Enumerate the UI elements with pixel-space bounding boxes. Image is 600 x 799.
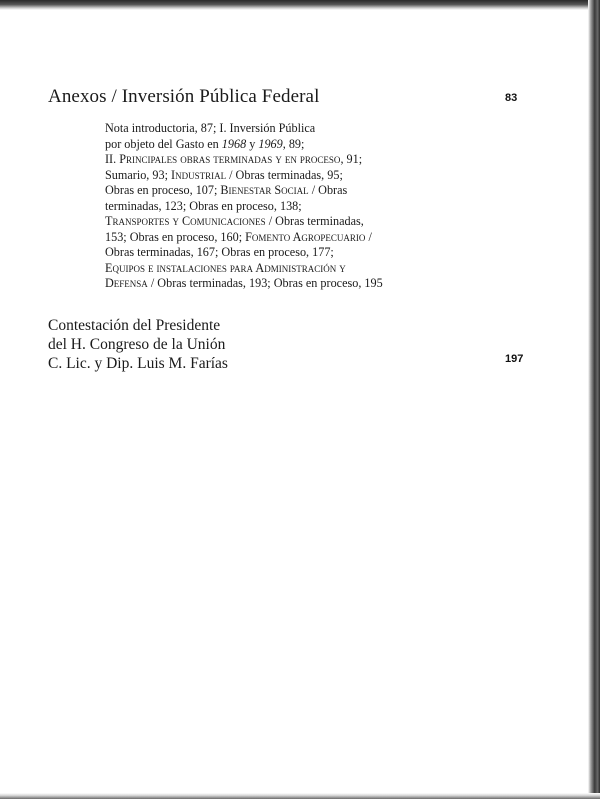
- toc-heading-equipos: Equipos e instalaciones para Administración y: [105, 260, 346, 275]
- section-title-contestacion: [48, 316, 228, 373]
- toc-line: Obras en proceso, 107; Bienestar Social / Obras: [105, 183, 348, 197]
- page-number-anexos: 83: [505, 92, 518, 104]
- toc-line: Obras terminadas, 167; Obras en proceso, 177;: [105, 245, 334, 259]
- toc-heading-bienestar: Bienestar Social: [220, 183, 309, 197]
- title-line: Contestación del Presidente: [48, 317, 221, 334]
- title-line: del H. Congreso de la Unión: [48, 336, 226, 353]
- toc-line: [105, 261, 425, 277]
- title-line: C. Lic. y Dip. Luis M. Farías: [48, 355, 228, 372]
- year-1968: 1968: [221, 136, 247, 151]
- scan-binding-edge: [588, 0, 600, 799]
- toc-line: II. Principales obras terminadas y en proceso, 91;: [105, 152, 363, 166]
- toc-line: Sumario, 93; Industrial / Obras terminadas, 95;: [105, 167, 343, 182]
- toc-line: por objeto del Gasto en 1968 y 1969, 89;: [105, 136, 305, 151]
- toc-heading-defensa: Defensa: [105, 276, 148, 290]
- toc-heading-industrial: Industrial: [171, 167, 227, 182]
- year-1969: 1969: [258, 136, 283, 151]
- toc-heading-principales: Principales obras terminadas y en proceso: [119, 152, 341, 166]
- section-title-anexos: Anexos / Inversión Pública Federal: [48, 86, 320, 107]
- toc-heading-transportes: Transportes y Comunicaciones: [105, 214, 266, 228]
- page-number-contestacion: 197: [505, 353, 524, 365]
- toc-entries-anexos: [105, 121, 425, 292]
- scan-top-edge: [0, 0, 600, 10]
- toc-line: Nota introductoria, 87; I. Inversión Pública: [105, 121, 316, 135]
- toc-line: Transportes y Comunicaciones / Obras terminadas,: [105, 214, 364, 228]
- toc-line: Defensa / Obras terminadas, 193; Obras en proceso, 195: [105, 276, 383, 290]
- toc-heading-fomento: Fomento Agropecuario: [245, 229, 366, 244]
- scan-bottom-edge: [0, 793, 600, 799]
- toc-line: 153; Obras en proceso, 160; Fomento Agropecuario /: [105, 229, 372, 244]
- toc-line: terminadas, 123; Obras en proceso, 138;: [105, 198, 302, 213]
